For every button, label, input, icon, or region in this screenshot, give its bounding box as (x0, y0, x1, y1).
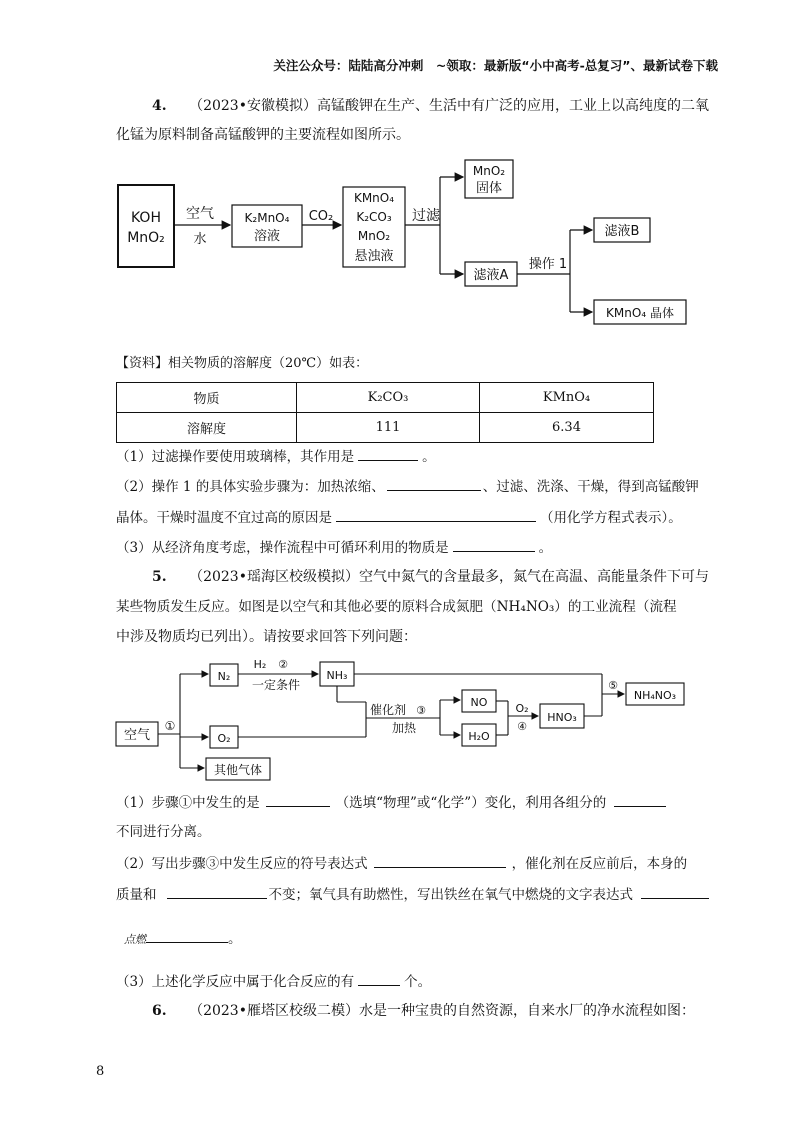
table-row (117, 413, 654, 443)
answer-blank[interactable] (167, 884, 267, 899)
q5-flow-h2: H₂ (253, 658, 267, 671)
q5-s1-line1 (116, 792, 666, 813)
q5-text-1: （2023•瑶海区校级模拟）空气中氮气的含量最多，氮气在高温、高能量条件下可与 (189, 569, 709, 585)
page-number: 8 (96, 1064, 105, 1079)
q4-sub1-text: （1）过滤操作要使用玻璃棒，其作用是 (116, 449, 355, 465)
q4-text-1: （2023•安徽模拟）高锰酸钾在生产、生活中有广泛的应用，工业上以高纯度的二氧 (189, 98, 709, 114)
q5-flow-step5: ⑤ (608, 679, 618, 692)
q4-flow-diagram (0, 150, 800, 340)
q5-flow-h2o: H₂O (468, 730, 490, 743)
q5-flow-step3: ③ (416, 704, 426, 717)
answer-blank[interactable] (614, 792, 666, 807)
q6-number: 6. (152, 1003, 167, 1019)
q4-flow-kmno4: KMnO₄ (353, 191, 395, 205)
q4-sub3 (116, 537, 552, 558)
q4-line1 (152, 96, 709, 116)
q5-s2-text-a: （2）写出步骤③中发生反应的符号表达式 (116, 856, 368, 872)
q5-s3-text-b: 个。 (404, 974, 432, 990)
q4-flow-koh: KOH (131, 210, 161, 226)
q5-s2-line3 (124, 927, 242, 947)
q5-line1 (152, 567, 709, 587)
answer-blank[interactable] (641, 884, 709, 899)
q4-sub2-line2 (116, 507, 682, 528)
q5-flow-hno3: HNO₃ (547, 711, 577, 724)
q4-sub2-text-c: 晶体。干燥时温度不宜过高的原因是 (116, 510, 332, 526)
q4-flow-air: 空气 (186, 206, 214, 222)
answer-blank[interactable] (266, 792, 330, 807)
q4-sub1-end: 。 (422, 449, 436, 465)
q4-flow-water: 水 (193, 232, 207, 247)
q4-info: 【资料】相关物质的溶解度（20℃）如表： (116, 356, 369, 371)
table-cell: 物质 (117, 383, 297, 413)
answer-blank[interactable] (374, 853, 506, 868)
q5-line2: 某些物质发生反应。如图是以空气和其他必要的原料合成氮肥（NH₄NO₃）的工业流程（流程 (116, 599, 677, 615)
ignition-label: 点燃 (124, 933, 146, 946)
q5-flow-diagram (0, 650, 800, 785)
q5-flow-step1: ① (164, 719, 176, 733)
q4-line2: 化锰为原料制备高锰酸钾的主要流程如图所示。 (116, 127, 410, 143)
q4-flow-k2co3: K₂CO₃ (356, 210, 392, 224)
q5-flow-nh3: NH₃ (326, 669, 348, 682)
table-cell: 6.34 (480, 413, 654, 443)
table-cell: KMnO₄ (480, 383, 654, 413)
q4-flow-mno2-b: MnO₂ (357, 229, 391, 243)
q5-s2-end: 。 (228, 931, 242, 947)
q5-flow-catalyst: 催化剂 (369, 703, 407, 717)
q5-flow-no: NO (470, 696, 488, 709)
q4-flow-suspension: 悬浊液 (354, 249, 394, 264)
q4-sub1 (116, 446, 436, 467)
q4-flow-op1: 操作 1 (528, 257, 568, 272)
q5-s2-line2 (116, 884, 709, 905)
q5-s2-line1 (116, 853, 687, 874)
q4-sub2-line1 (116, 476, 699, 497)
q4-sub2-text-b: 、过滤、洗涤、干燥，得到高锰酸钾 (482, 479, 699, 495)
answer-blank[interactable] (358, 446, 418, 461)
q5-flow-o2: O₂ (217, 732, 231, 745)
q4-flow-crystal: KMnO₄ 晶体 (606, 306, 674, 320)
q4-flow-solution: 溶液 (253, 229, 281, 244)
q4-sub3-text: （3）从经济角度考虑，操作流程中可循环利用的物质是 (116, 540, 449, 556)
q5-s1-text-a: （1）步骤①中发生的是 (116, 795, 260, 811)
q5-flow-air: 空气 (123, 728, 151, 743)
solubility-table (116, 382, 654, 443)
q4-flow-mno2-solid: MnO₂ (472, 164, 506, 178)
q4-flow-filtrate-b: 滤液B (604, 224, 640, 239)
q4-flow-filtrate-a: 滤液A (473, 268, 509, 283)
q5-flow-heat: 加热 (391, 721, 417, 735)
q4-flow-filter: 过滤 (412, 208, 440, 224)
q4-sub2-text-a: （2）操作 1 的具体实验步骤为：加热浓缩、 (116, 479, 385, 495)
q5-flow-other-gas: 其他气体 (213, 763, 263, 777)
table-cell: 111 (297, 413, 480, 443)
q5-flow-o2b: O₂ (515, 702, 529, 715)
q6-line1 (152, 1001, 695, 1021)
q5-number: 5. (152, 569, 167, 585)
table-row (117, 383, 654, 413)
q5-s3 (116, 971, 431, 992)
q4-sub2-text-d: （用化学方程式表示）。 (540, 510, 682, 526)
q5-flow-step2: ② (278, 658, 288, 671)
q5-s1-text-b: （选填“物理”或“化学”）变化，利用各组分的 (335, 795, 607, 811)
q5-s1-line2: 不同进行分离。 (116, 824, 211, 840)
table-cell: 溶解度 (117, 413, 297, 443)
q4-sub3-end: 。 (538, 540, 553, 556)
q5-s2-text-d: 不变；氧气具有助燃性，写出铁丝在氧气中燃烧的文字表达式 (268, 887, 633, 903)
q5-flow-condition: 一定条件 (251, 678, 301, 692)
q4-flow-k2mno4: K₂MnO₄ (244, 211, 290, 225)
q5-s2-text-b: ，催化剂在反应前后，本身的 (511, 856, 688, 872)
q4-flow-co2: CO₂ (308, 209, 334, 224)
answer-blank[interactable] (358, 971, 400, 986)
q6-text-1: （2023•雁塔区校级二模）水是一种宝贵的自然资源，自来水厂的净水流程如图： (189, 1003, 695, 1019)
answer-blank[interactable] (387, 476, 481, 491)
q4-number: 4. (152, 98, 167, 114)
q5-line3: 中涉及物质均已列出）。请按要求回答下列问题： (116, 629, 417, 645)
answer-blank[interactable] (336, 507, 536, 522)
q5-s2-text-c: 质量和 (116, 887, 157, 903)
table-cell: K₂CO₃ (297, 383, 480, 413)
page-header: 关注公众号：陆陆高分冲刺 ~领取：最新版“小中高考-总复习”、最新试卷下载 (273, 58, 718, 73)
q5-flow-step4: ④ (517, 720, 527, 733)
q5-flow-nh4no3: NH₄NO₃ (633, 689, 677, 702)
q5-flow-n2: N₂ (217, 670, 231, 683)
q4-flow-mno2: MnO₂ (127, 230, 165, 246)
answer-blank[interactable] (453, 537, 535, 552)
q5-s3-text-a: （3）上述化学反应中属于化合反应的有 (116, 974, 355, 990)
answer-blank[interactable] (146, 932, 228, 943)
q4-flow-solid: 固体 (475, 181, 503, 196)
